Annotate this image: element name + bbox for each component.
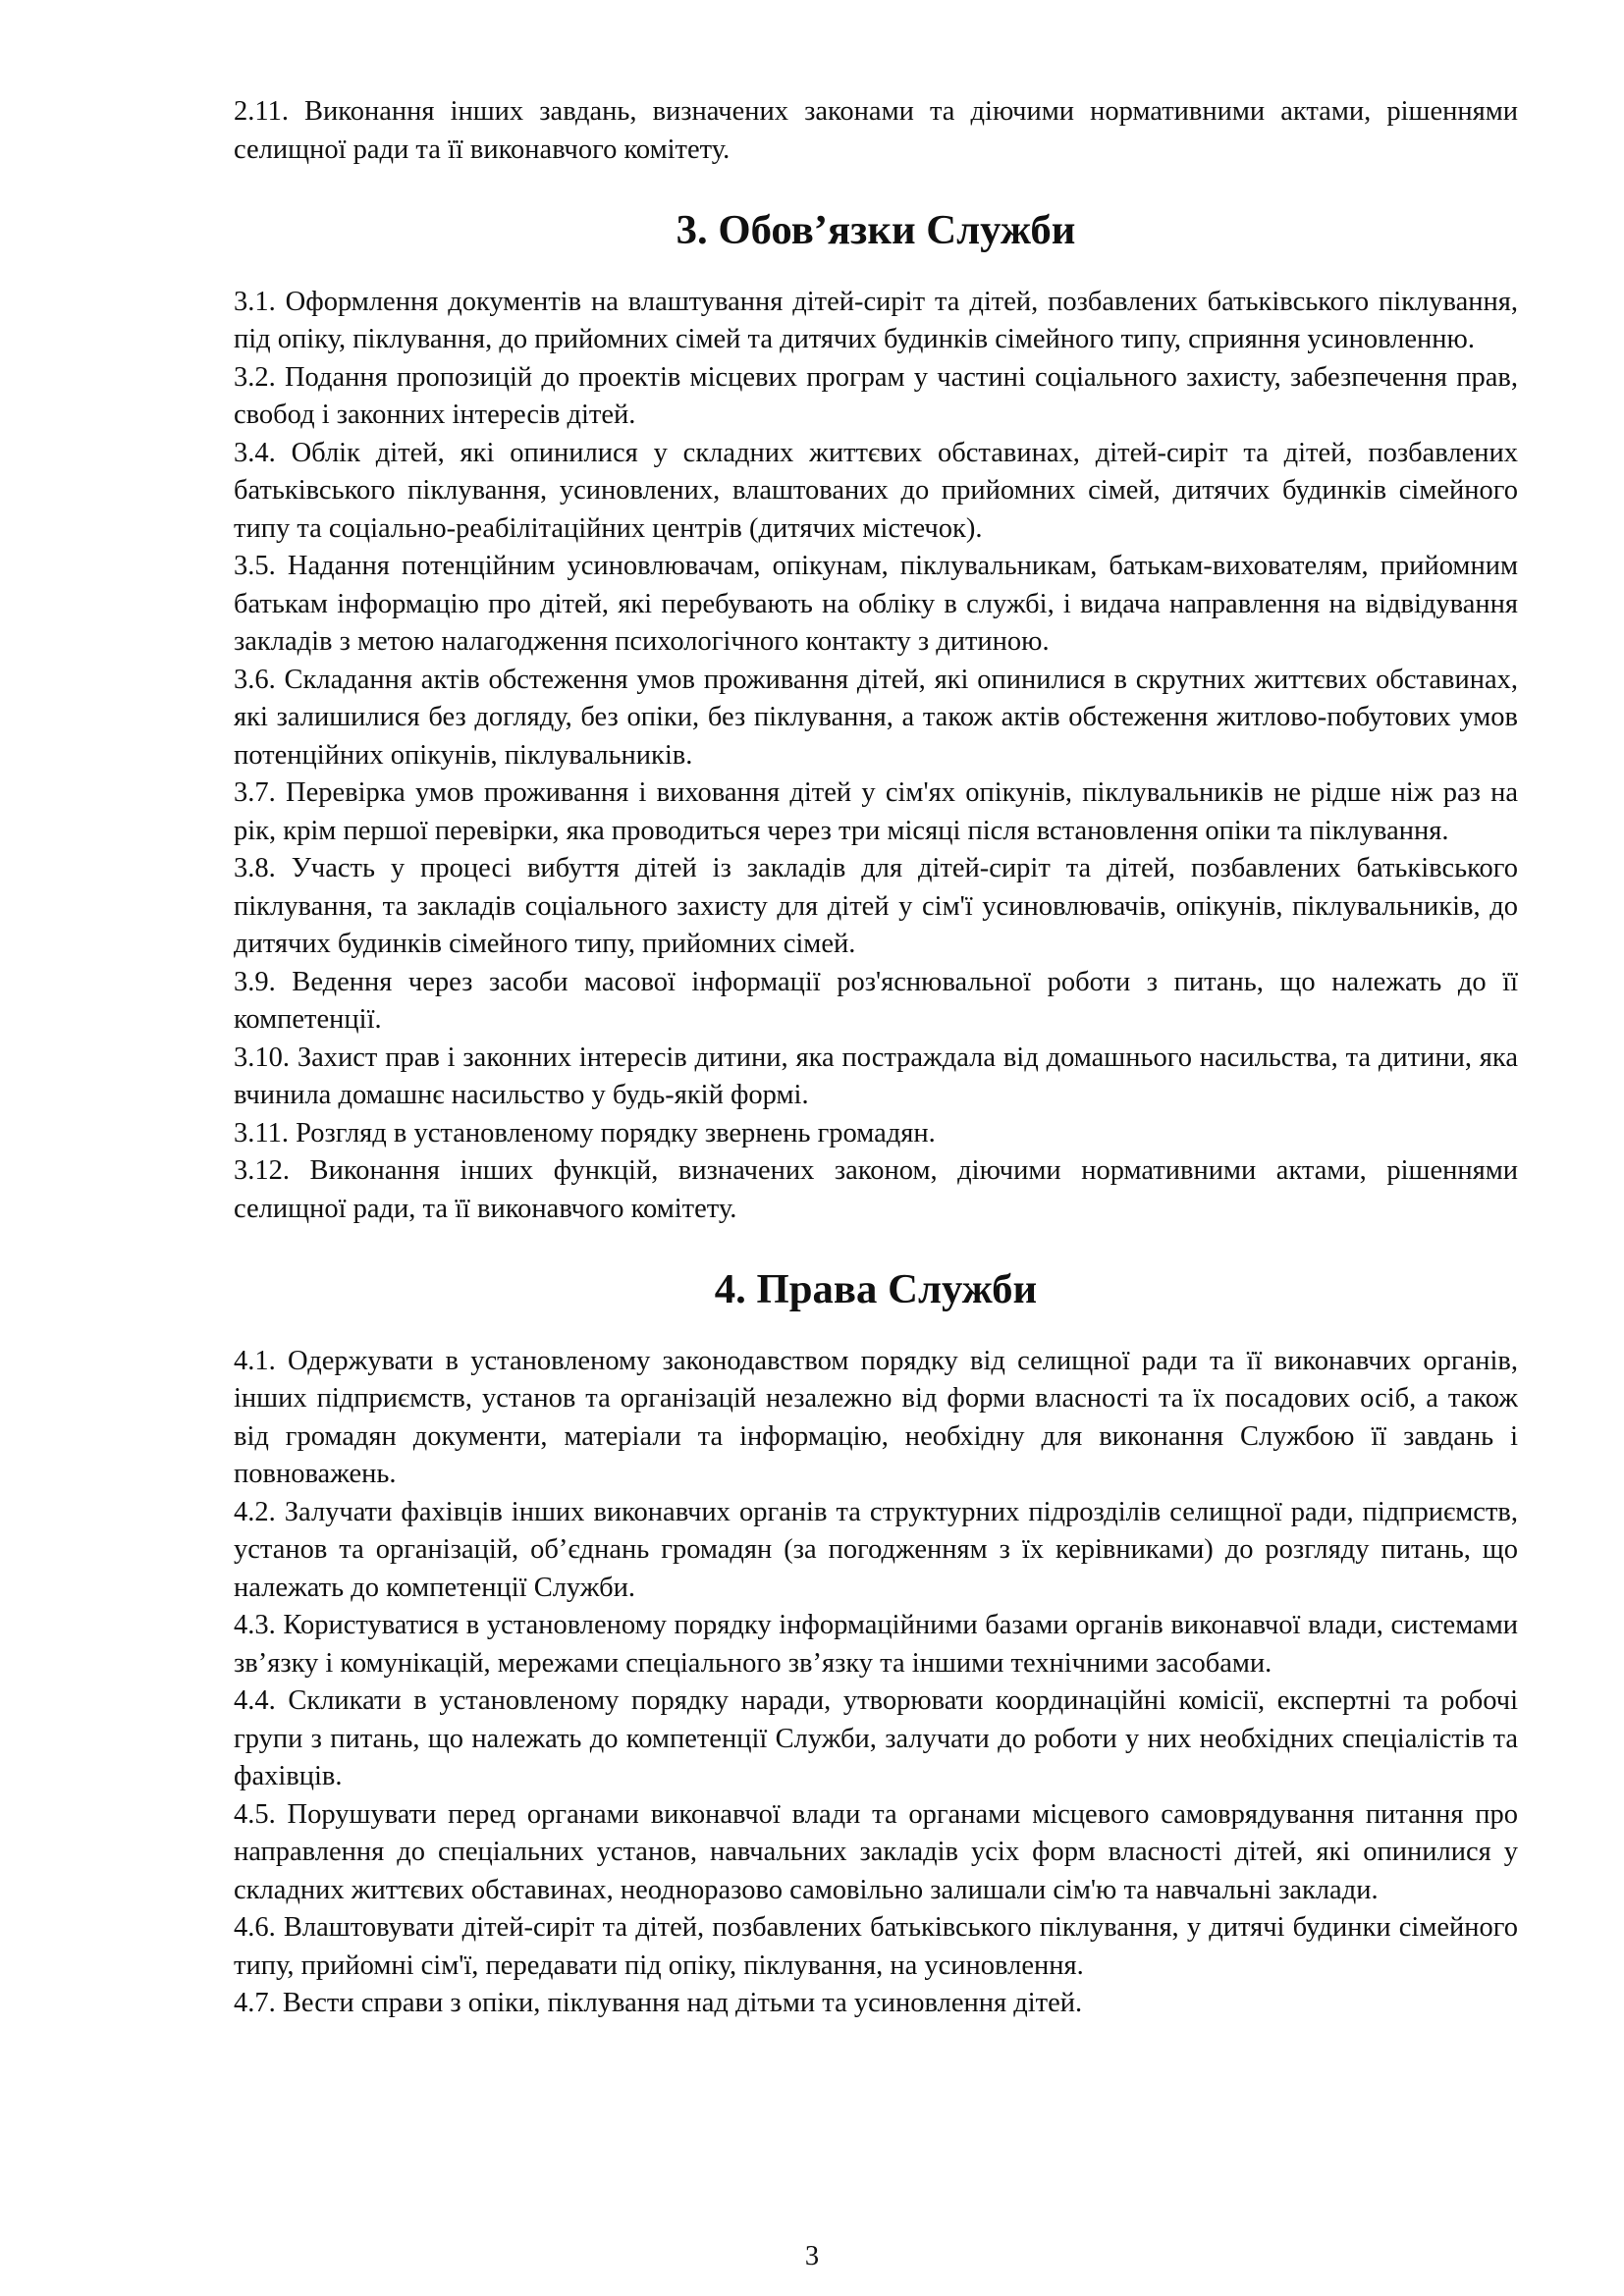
paragraph-3-6: 3.6. Складання актів обстеження умов проживання дітей, які опинилися в скрутних життєвих обставинах, які залишилися без догляду, без опіки, без піклування, а також актів обстеження житлово-побутових умов потенційних опікунів, піклувальників. xyxy=(234,664,1518,771)
paragraph-4-6: 4.6. Влаштовувати дітей-сиріт та дітей, позбавлених батьківського піклування, у дитячі будинки сімейного типу, прийомні сім'ї, передавати під опіку, піклування, на усиновлення. xyxy=(234,1912,1518,1981)
page-number: 3 xyxy=(804,2241,820,2271)
paragraph-4-1: 4.1. Одержувати в установленому законодавством порядку від селищної ради та її виконавчих органів, інших підприємств, установ та організацій незалежно від форми власності та їх посадових осіб, а також від громадян документи, матеріали та інформацію, необхідну для виконання Службою її завдань і повноважень. xyxy=(234,1345,1518,1489)
section-4-body xyxy=(234,1343,1518,2023)
paragraph-3-8: 3.8. Участь у процесі вибуття дітей із закладів для дітей-сиріт та дітей, позбавлених батьківського піклування, та закладів соціального захисту для дітей у сім'ї усиновлювачів, опікунів, піклувальників, до дитячих будинків сімейного типу, прийомних сімей. xyxy=(234,853,1518,959)
paragraph-4-2: 4.2. Залучати фахівців інших виконавчих органів та структурних підрозділів селищної ради, підприємств, установ та організацій, об’єднань громадян (за погодженням з їх керівниками) до розгляду питань, що належать до компетенції Служби. xyxy=(234,1496,1518,1603)
paragraph-3-1: 3.1. Оформлення документів на влаштування дітей-сиріт та дітей, позбавлених батьківського піклування, під опіку, піклування, до прийомних сімей та дитячих будинків сімейного типу, сприяння усиновленню. xyxy=(234,286,1518,354)
section-3-heading: 3. Обов’язки Служби xyxy=(676,207,1076,253)
spacer xyxy=(234,1309,1518,1343)
paragraph-4-4: 4.4. Скликати в установленому порядку наради, утворювати координаційні комісії, експертні та робочі групи з питань, що належать до компетенції Служби, залучати до роботи у них необхідних спеціалістів та фахівців. xyxy=(234,1685,1518,1791)
section-3-body xyxy=(234,284,1518,1229)
paragraph-3-4: 3.4. Облік дітей, які опинилися у складних життєвих обставинах, дітей-сиріт та дітей, позбавлених батьківського піклування, усиновлених, влаштованих до прийомних сімей, дитячих будинків сімейного типу та соціально-реабілітаційних центрів (дитячих містечок). xyxy=(234,437,1518,544)
spacer xyxy=(234,250,1518,284)
paragraph-3-12: 3.12. Виконання інших функцій, визначених законом, діючими нормативними актами, рішеннями селищної ради, та її виконавчого комітету. xyxy=(234,1155,1518,1224)
document-page xyxy=(234,93,1518,2023)
paragraph-3-7: 3.7. Перевірка умов проживання і виховання дітей у сім'ях опікунів, піклувальників не рідше ніж раз на рік, крім першої перевірки, яка проводиться через три місяці після встановлення опіки та піклування. xyxy=(234,777,1518,846)
paragraph-3-9: 3.9. Ведення через засоби масової інформації роз'яснювальної роботи з питань, що належать до її компетенції. xyxy=(234,966,1518,1035)
paragraph-4-3: 4.3. Користуватися в установленому порядку інформаційними базами органів виконавчої влади, системами зв’язку і комунікацій, мережами спеціального зв’язку та іншими технічними засобами. xyxy=(234,1610,1518,1679)
paragraph-4-7: 4.7. Вести справи з опіки, піклування над дітьми та усиновлення дітей. xyxy=(234,1988,1083,2018)
paragraph-3-11: 3.11. Розгляд в установленому порядку звернень громадян. xyxy=(234,1117,936,1148)
paragraph-3-2: 3.2. Подання пропозицій до проектів місцевих програм у частині соціального захисту, забезпечення прав, свобод і законних інтересів дітей. xyxy=(234,361,1518,430)
spacer xyxy=(234,1228,1518,1271)
paragraph-3-5: 3.5. Надання потенційним усиновлювачам, опікунам, піклувальникам, батькам-вихователям, прийомним батькам інформацію про дітей, які перебувають на обліку в службі, і видача направлення на відвідування закладів з метою налагодження психологічного контакту з дитиною. xyxy=(234,551,1518,657)
section-4-heading: 4. Права Служби xyxy=(714,1266,1038,1312)
paragraph-2-11: 2.11. Виконання інших завдань, визначених законами та діючими нормативними актами, рішеннями селищної ради та її виконавчого комітету. xyxy=(234,96,1518,165)
spacer xyxy=(234,169,1518,212)
paragraph-4-5: 4.5. Порушувати перед органами виконавчої влади та органами місцевого самоврядування питання про направлення до спеціальних установ, навчальних закладів усіх форм власності дітей, які опинилися у складних життєвих обставинах, неодноразово самовільно залишали сім'ю та навчальні заклади. xyxy=(234,1798,1518,1905)
paragraph-3-10: 3.10. Захист прав і законних інтересів дитини, яка постраждала від домашнього насильства, та дитини, яка вчинила домашнє насильство у будь-якій формі. xyxy=(234,1041,1518,1110)
